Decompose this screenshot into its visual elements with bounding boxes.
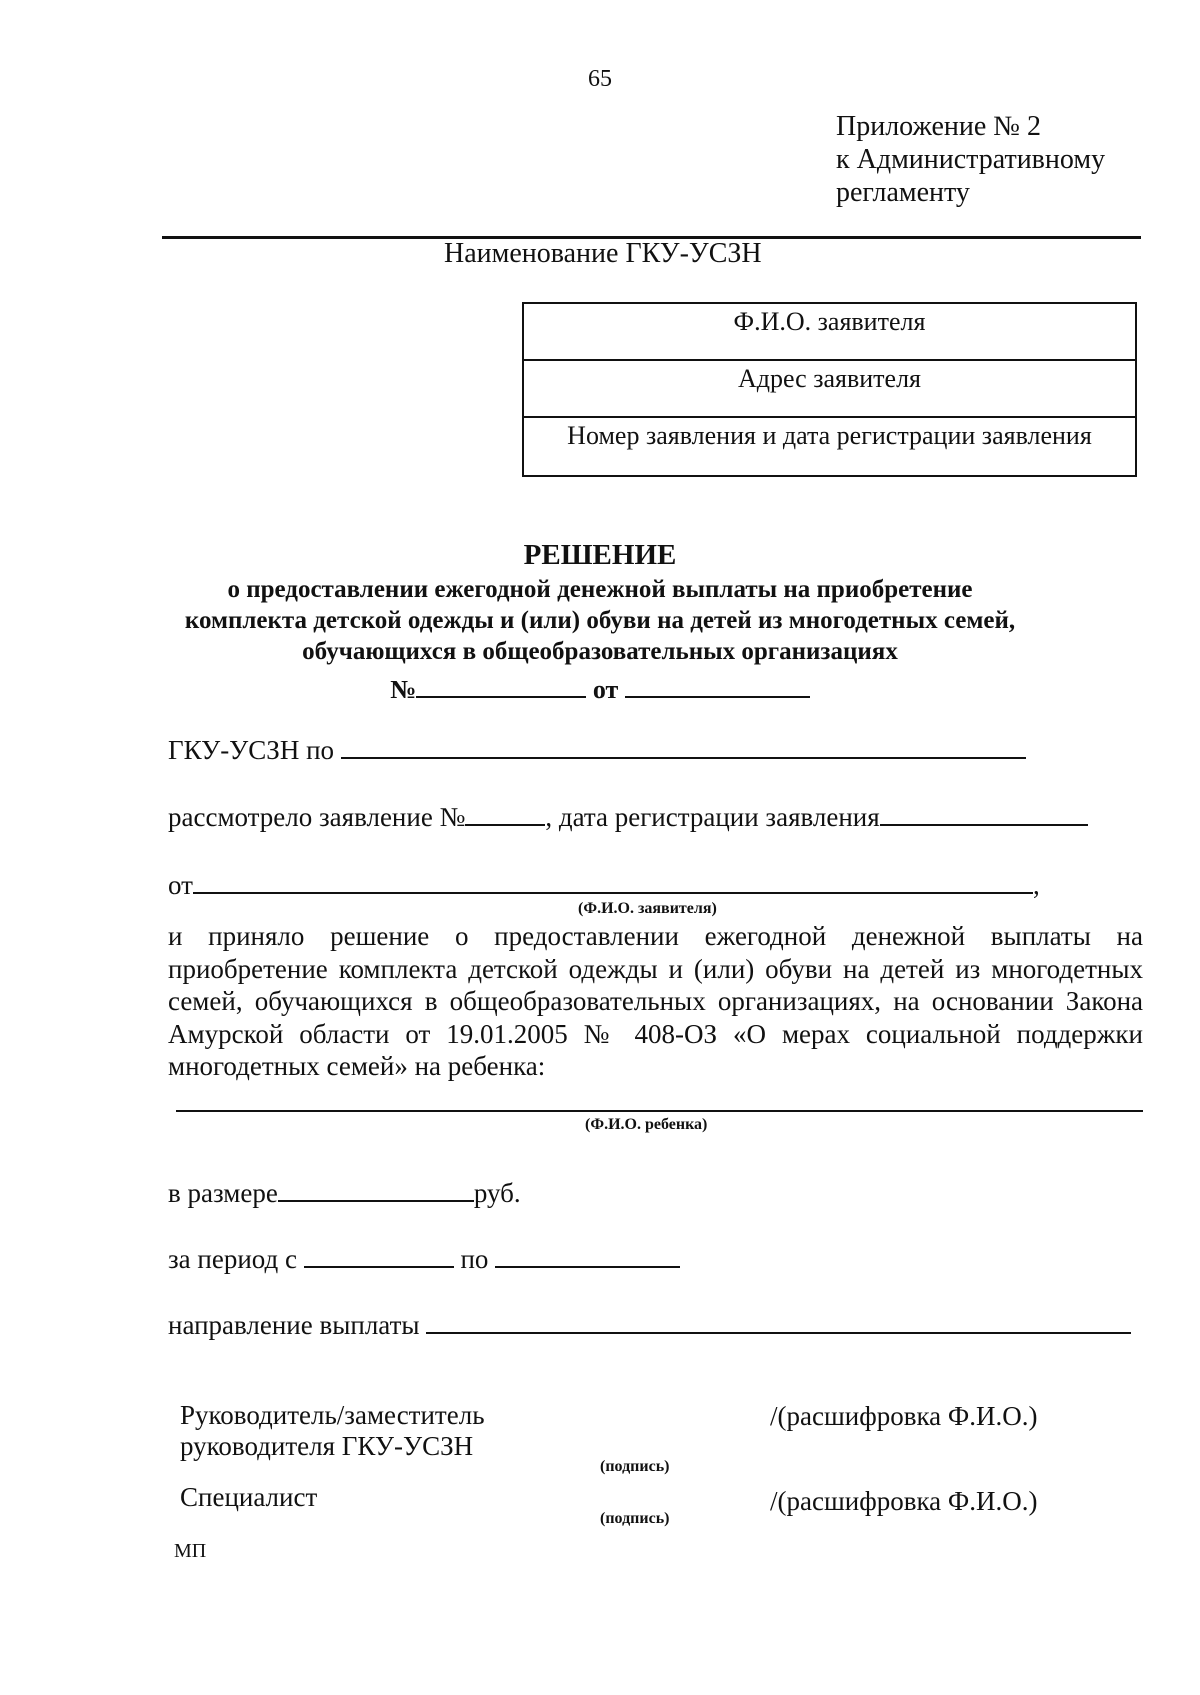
appendix-line-2: к Административному bbox=[836, 144, 1106, 175]
direction-row bbox=[168, 1308, 1131, 1341]
decision-date-field[interactable] bbox=[625, 672, 810, 698]
period-from-field[interactable] bbox=[304, 1242, 454, 1268]
appendix-line-1: Приложение № 2 bbox=[836, 111, 1041, 142]
applicant-name-field[interactable] bbox=[193, 868, 1033, 894]
amount-unit: руб. bbox=[473, 1178, 521, 1208]
stamp-place-label: МП bbox=[174, 1540, 207, 1562]
head-signatory-line-1: Руководитель/заместитель bbox=[180, 1400, 485, 1430]
application-number-cell[interactable]: Номер заявления и дата регистрации заявления bbox=[567, 421, 1092, 450]
decision-subtitle-line-3: обучающихся в общеобразовательных организациях bbox=[302, 638, 898, 665]
org-field-row bbox=[168, 733, 1026, 766]
period-to-label: по bbox=[460, 1244, 489, 1274]
applicant-from-label: от bbox=[168, 870, 193, 900]
decision-date-label: от bbox=[592, 675, 619, 704]
child-name-field[interactable] bbox=[176, 1110, 1143, 1112]
applicant-address-cell[interactable]: Адрес заявителя bbox=[524, 361, 1135, 418]
head-decode: /(расшифровка Ф.И.О.) bbox=[770, 1401, 1038, 1431]
paragraph-line-2: приобретение комплекта детской одежды и (или) обуви на детей из многодетных bbox=[168, 953, 1143, 984]
org-field-label: ГКУ-УСЗН по bbox=[168, 735, 335, 765]
period-row bbox=[168, 1242, 680, 1275]
head-signature-caption: (подпись) bbox=[600, 1458, 670, 1475]
head-signatory bbox=[180, 1400, 485, 1462]
decision-number-line bbox=[0, 672, 1200, 706]
child-caption: (Ф.И.О. ребенка) bbox=[585, 1116, 708, 1133]
head-signatory-line-2: руководителя ГКУ-УСЗН bbox=[180, 1431, 474, 1461]
org-name-caption: Наименование ГКУ-УСЗН bbox=[444, 238, 762, 269]
appendix-note bbox=[836, 110, 1105, 209]
decision-paragraph bbox=[168, 920, 1143, 1083]
specialist-label: Специалист bbox=[180, 1482, 318, 1512]
amount-label: в размере bbox=[168, 1178, 278, 1208]
paragraph-line-3: семей, обучающихся в общеобразовательных организациях, на основании Закона bbox=[168, 986, 1143, 1016]
decision-subtitle-line-2: комплекта детской одежды и (или) обуви на детей из многодетных семей, bbox=[184, 607, 1016, 634]
direction-label: направление выплаты bbox=[168, 1310, 420, 1340]
appendix-line-3: регламенту bbox=[836, 177, 970, 208]
paragraph-line-1: и приняло решение о предоставлении ежегодной денежной выплаты на bbox=[168, 921, 1143, 951]
reviewed-row bbox=[168, 800, 1088, 833]
decision-number-field[interactable] bbox=[416, 672, 586, 698]
applicant-row bbox=[168, 868, 1040, 901]
reviewed-label: рассмотрело заявление № bbox=[168, 802, 466, 832]
specialist-signature-caption: (подпись) bbox=[600, 1510, 670, 1527]
page-number: 65 bbox=[588, 66, 612, 92]
applicant-name-cell[interactable]: Ф.И.О. заявителя bbox=[524, 304, 1135, 361]
direction-field[interactable] bbox=[426, 1308, 1131, 1334]
reg-date-field[interactable] bbox=[880, 800, 1088, 826]
decision-number-label: № bbox=[390, 675, 417, 704]
specialist-decode: /(расшифровка Ф.И.О.) bbox=[770, 1486, 1038, 1516]
paragraph-line-4: Амурской области от 19.01.2005 № 408-ОЗ «О мерах социальной поддержки bbox=[168, 1018, 1143, 1049]
amount-field[interactable] bbox=[278, 1176, 474, 1202]
org-field[interactable] bbox=[341, 733, 1026, 759]
reg-date-label: , дата регистрации заявления bbox=[545, 802, 880, 832]
amount-row bbox=[168, 1176, 521, 1209]
application-number-field[interactable] bbox=[465, 800, 545, 826]
period-to-field[interactable] bbox=[495, 1242, 680, 1268]
decision-title: РЕШЕНИЕ bbox=[523, 539, 677, 571]
applicant-info-box bbox=[522, 302, 1137, 477]
applicant-caption: (Ф.И.О. заявителя) bbox=[578, 900, 717, 917]
applicant-comma: , bbox=[1032, 870, 1040, 900]
period-from-label: за период с bbox=[168, 1244, 297, 1274]
decision-subtitle-line-1: о предоставлении ежегодной денежной выплаты на приобретение bbox=[227, 576, 973, 603]
paragraph-line-5: многодетных семей» на ребенка: bbox=[168, 1051, 546, 1081]
